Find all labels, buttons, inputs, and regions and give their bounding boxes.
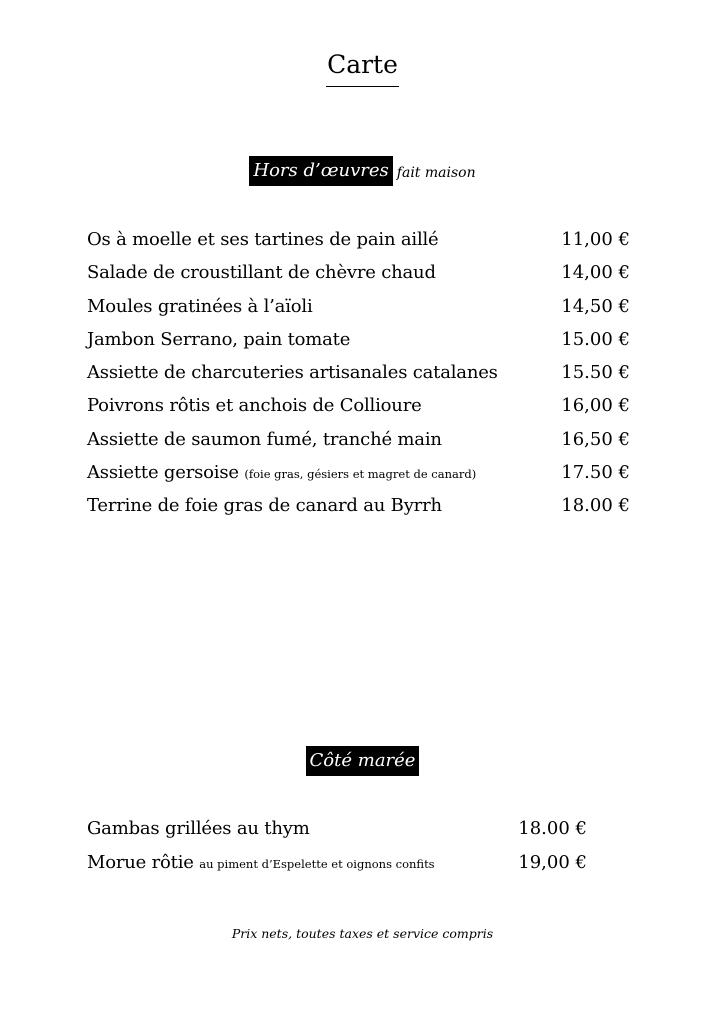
item-price: 16,50 € <box>561 428 630 450</box>
item-price: 14,00 € <box>561 262 630 284</box>
item-price: 14,50 € <box>561 295 630 317</box>
item-name: Os à moelle et ses tartines de pain aillé <box>87 229 439 250</box>
item-price: 18.00 € <box>518 818 587 839</box>
item-name: Assiette gersoise <box>87 462 239 484</box>
list-item <box>87 812 587 846</box>
section-header-cote-maree <box>0 746 725 776</box>
cote-maree-list <box>87 812 587 880</box>
list-item <box>87 290 630 323</box>
item-price: 19,00 € <box>518 852 587 873</box>
hors-doeuvres-list <box>87 223 630 523</box>
section-header-hors-doeuvres <box>0 156 725 186</box>
list-item <box>87 256 630 289</box>
item-name: Gambas grillées au thym <box>87 818 310 839</box>
list-item <box>87 846 587 880</box>
item-price: 11,00 € <box>561 229 630 250</box>
item-name: Moules gratinées à l’aïoli <box>87 295 313 317</box>
item-description: au piment d’Espelette et oignons confits <box>199 857 435 871</box>
item-price: 18.00 € <box>561 495 630 517</box>
footer-note: Prix nets, toutes taxes et service compris <box>231 926 494 941</box>
list-item <box>87 356 630 389</box>
section-sublabel: fait maison <box>396 165 476 181</box>
item-price: 17.50 € <box>561 462 630 484</box>
item-name: Assiette de charcuteries artisanales catalanes <box>87 362 498 384</box>
item-description: (foie gras, gésiers et magret de canard) <box>244 467 477 482</box>
item-name: Jambon Serrano, pain tomate <box>87 328 351 350</box>
list-item <box>87 323 630 356</box>
item-name: Morue rôtie <box>87 852 194 873</box>
page-title-wrap <box>0 48 725 87</box>
item-name: Terrine de foie gras de canard au Byrrh <box>87 495 442 517</box>
item-price: 16,00 € <box>561 395 630 417</box>
list-item <box>87 423 630 456</box>
list-item <box>87 456 630 489</box>
page-title: Carte <box>326 48 399 87</box>
item-price: 15.50 € <box>561 362 630 384</box>
list-item <box>87 389 630 422</box>
list-item <box>87 223 630 256</box>
section-label: Hors d’œuvres <box>249 156 392 186</box>
section-label: Côté marée <box>306 746 420 776</box>
list-item <box>87 489 630 522</box>
item-name: Poivrons rôtis et anchois de Collioure <box>87 395 422 417</box>
item-name: Assiette de saumon fumé, tranché main <box>87 428 442 450</box>
item-price: 15.00 € <box>561 328 630 350</box>
item-name: Salade de croustillant de chèvre chaud <box>87 262 436 284</box>
